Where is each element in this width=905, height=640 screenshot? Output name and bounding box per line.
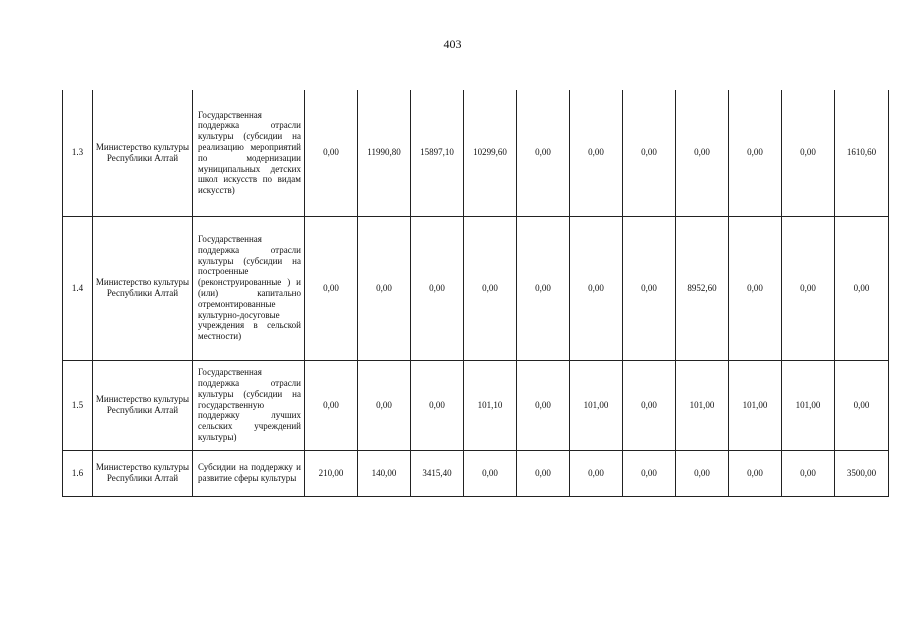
row-number: 1.6 (63, 450, 93, 496)
value-cell: 0,00 (782, 90, 835, 216)
responsible-executor: Министерство культуры Республики Алтай (93, 216, 193, 360)
value-cell: 8952,60 (676, 216, 729, 360)
value-cell: 0,00 (623, 216, 676, 360)
value-cell: 3500,00 (835, 450, 889, 496)
value-cell: 0,00 (517, 450, 570, 496)
measure-description: Субсидии на поддержку и развитие сферы культуры (193, 450, 305, 496)
value-cell: 0,00 (835, 360, 889, 450)
value-cell: 0,00 (623, 360, 676, 450)
value-cell: 0,00 (570, 216, 623, 360)
value-cell: 0,00 (358, 360, 411, 450)
value-cell: 0,00 (411, 360, 464, 450)
row-number: 1.3 (63, 90, 93, 216)
value-cell: 0,00 (358, 216, 411, 360)
value-cell: 101,00 (676, 360, 729, 450)
value-cell: 140,00 (358, 450, 411, 496)
value-cell: 0,00 (464, 216, 517, 360)
value-cell: 101,10 (464, 360, 517, 450)
value-cell: 0,00 (623, 90, 676, 216)
responsible-executor: Министерство культуры Республики Алтай (93, 90, 193, 216)
value-cell: 0,00 (676, 90, 729, 216)
value-cell: 101,00 (729, 360, 782, 450)
value-cell: 0,00 (517, 90, 570, 216)
value-cell: 0,00 (729, 90, 782, 216)
value-cell: 10299,60 (464, 90, 517, 216)
measure-description: Государственная поддержка отрасли культуры (субсидии на построенные (реконструированные ) и (или) капитально отремонтированные культурно-досуговые учреждения в сельской местности) (193, 216, 305, 360)
responsible-executor: Министерство культуры Республики Алтай (93, 450, 193, 496)
value-cell: 3415,40 (411, 450, 464, 496)
value-cell: 210,00 (305, 450, 358, 496)
row-number: 1.5 (63, 360, 93, 450)
value-cell: 0,00 (782, 216, 835, 360)
page-number: 403 (443, 37, 462, 51)
value-cell: 0,00 (517, 360, 570, 450)
value-cell: 1610,60 (835, 90, 889, 216)
measure-description: Государственная поддержка отрасли культуры (субсидии на реализацию мероприятий по модернизации муниципальных детских школ искусств по видам искусств) (193, 90, 305, 216)
value-cell: 0,00 (411, 216, 464, 360)
value-cell: 101,00 (782, 360, 835, 450)
value-cell: 0,00 (305, 360, 358, 450)
value-cell: 0,00 (305, 216, 358, 360)
value-cell: 0,00 (729, 216, 782, 360)
value-cell: 0,00 (835, 216, 889, 360)
value-cell: 15897,10 (411, 90, 464, 216)
value-cell: 0,00 (729, 450, 782, 496)
value-cell: 11990,80 (358, 90, 411, 216)
value-cell: 0,00 (464, 450, 517, 496)
value-cell: 101,00 (570, 360, 623, 450)
measure-description: Государственная поддержка отрасли культуры (субсидии на государственную поддержку лучших сельских учреждений культуры) (193, 360, 305, 450)
responsible-executor: Министерство культуры Республики Алтай (93, 360, 193, 450)
value-cell: 0,00 (782, 450, 835, 496)
program-funding-table (62, 90, 889, 497)
value-cell: 0,00 (623, 450, 676, 496)
value-cell: 0,00 (570, 90, 623, 216)
table-row (63, 216, 889, 360)
table-row (63, 90, 889, 216)
row-number: 1.4 (63, 216, 93, 360)
table-row (63, 360, 889, 450)
value-cell: 0,00 (517, 216, 570, 360)
value-cell: 0,00 (570, 450, 623, 496)
value-cell: 0,00 (676, 450, 729, 496)
table-row (63, 450, 889, 496)
value-cell: 0,00 (305, 90, 358, 216)
